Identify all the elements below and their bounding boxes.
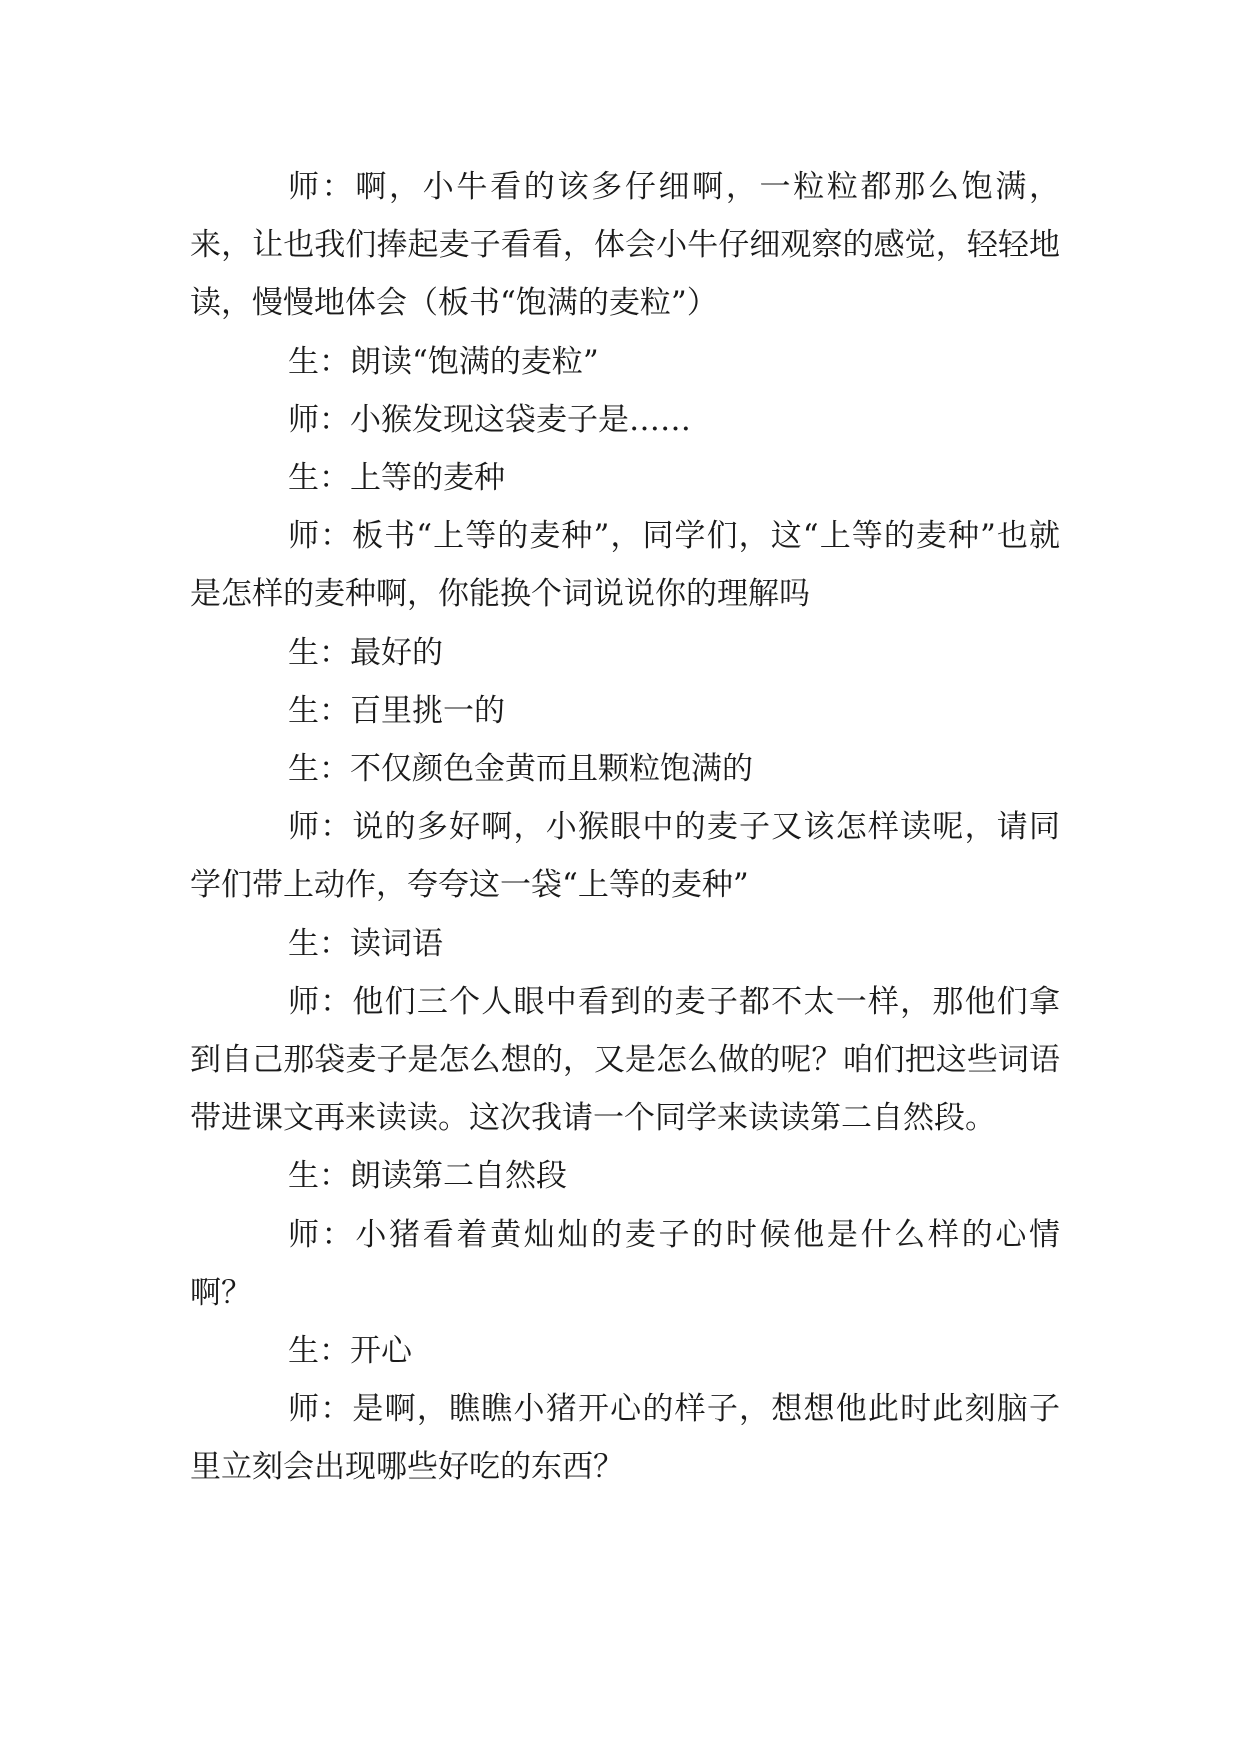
paragraph-6: 生：最好的 — [288, 634, 443, 671]
paragraph-15: 师：是啊，瞧瞧小猪开心的样子，想想他此时此刻脑子里立刻会出现哪些好吃的东西？ — [190, 1391, 1060, 1486]
paragraph-5: 师：板书“上等的麦种”，同学们，这“上等的麦种”也就是怎样的麦种啊，你能换个词说说你的理解吗 — [190, 518, 1060, 613]
paragraph-1: 师：啊，小牛看的该多仔细啊，一粒粒都那么饱满，来，让也我们捧起麦子看看，体会小牛仔细观察的感觉，轻轻地读，慢慢地体会（板书“饱满的麦粒”） — [190, 169, 1060, 322]
paragraph-3: 师：小猴发现这袋麦子是…… — [288, 401, 691, 438]
paragraph-13: 师：小猪看着黄灿灿的麦子的时候他是什么样的心情啊？ — [190, 1216, 1060, 1311]
paragraph-8: 生：不仅颜色金黄而且颗粒饱满的 — [288, 751, 753, 788]
paragraph-11: 师：他们三个人眼中看到的麦子都不太一样，那他们拿到自己那袋麦子是怎么想的，又是怎么做的呢？咱们把这些词语带进课文再来读读。这次我请一个同学来读读第二自然段。 — [190, 983, 1060, 1137]
paragraph-14: 生：开心 — [288, 1333, 412, 1370]
paragraph-2: 生：朗读“饱满的麦粒” — [288, 343, 599, 380]
paragraph-4: 生：上等的麦种 — [288, 460, 505, 497]
paragraph-9: 师：说的多好啊，小猴眼中的麦子又该怎样读呢，请同学们带上动作，夸夸这一袋“上等的麦种” — [190, 809, 1060, 904]
paragraph-12: 生：朗读第二自然段 — [288, 1158, 567, 1195]
document-page — [190, 158, 1060, 1497]
paragraph-10: 生：读词语 — [288, 925, 443, 962]
paragraph-7: 生：百里挑一的 — [288, 692, 505, 729]
